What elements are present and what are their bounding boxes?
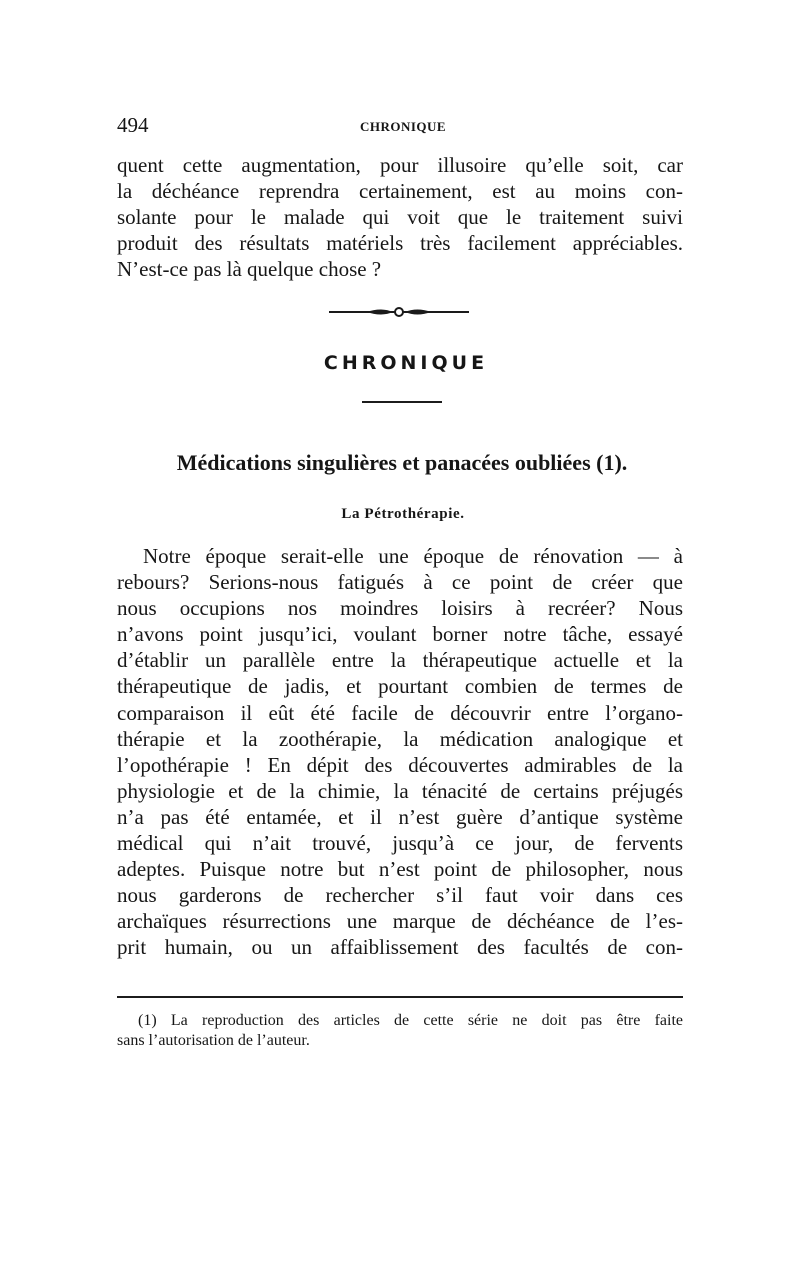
text-line: thérapeutique de jadis, et pourtant combien de termes de [117,674,683,699]
text-line: nous garderons de rechercher s’il faut voir dans ces [117,883,683,908]
text-line: produit des résultats matériels très facilement appréciables. [117,231,683,256]
text-line: d’établir un parallèle entre la thérapeutique actuelle et la [117,648,683,673]
body-paragraph [117,543,683,961]
text-line: Notre époque serait-elle une époque de rénovation — à [143,544,683,568]
section-title-rule [362,401,442,403]
footnote-line: (1) La reproduction des articles de cette série ne doit pas être faite [138,1012,683,1029]
footnote-line: sans l’autorisation de l’auteur. [117,1032,310,1049]
text-line: prit humain, ou un affaiblissement des facultés de con- [117,935,683,960]
text-line: n’avons point jusqu’ici, voulant borner notre tâche, essayé [117,622,683,647]
section-title: CHRONIQUE [323,352,489,374]
page-number: 494 [117,113,149,137]
text-line: rebours? Serions-nous fatigués à ce point de créer que [117,570,683,595]
ornamental-divider [329,305,469,319]
continued-paragraph [117,152,683,282]
text-line: solante pour le malade qui voit que le traitement suivi [117,205,683,230]
text-line: thérapie et la zoothérapie, la médication analogique et [117,726,683,751]
running-head: CHRONIQUE [359,119,447,134]
text-line: archaïques résurrections une marque de déchéance de l’es- [117,909,683,934]
text-line: adeptes. Puisque notre but n’est point de philosopher, nous [117,857,683,882]
article-subtitle: La Pétrothérapie. [341,506,465,522]
text-line: comparaison il eût été facile de découvrir entre l’organo- [117,700,683,725]
text-line: médical qui n’ait trouvé, jusqu’à ce jour, de fervents [117,831,683,856]
text-line: n’a pas été entamée, et il n’est guère d’antique système [117,804,683,829]
footnote-rule [117,996,683,998]
article-title: Médications singulières et panacées oubliées (1). [176,450,628,475]
text-line: nous occupions nos moindres loisirs à recréer? Nous [117,596,683,621]
text-line: physiologie et de la chimie, la ténacité de certains préjugés [117,778,683,803]
footnote [117,1011,683,1051]
text-line: quent cette augmentation, pour illusoire qu’elle soit, car [117,153,683,177]
text-line: N’est-ce pas là quelque chose ? [117,257,382,282]
text-line: l’opothérapie ! En dépit des découvertes admirables de la [117,752,683,777]
text-line: la déchéance reprendra certainement, est au moins con- [117,179,683,204]
